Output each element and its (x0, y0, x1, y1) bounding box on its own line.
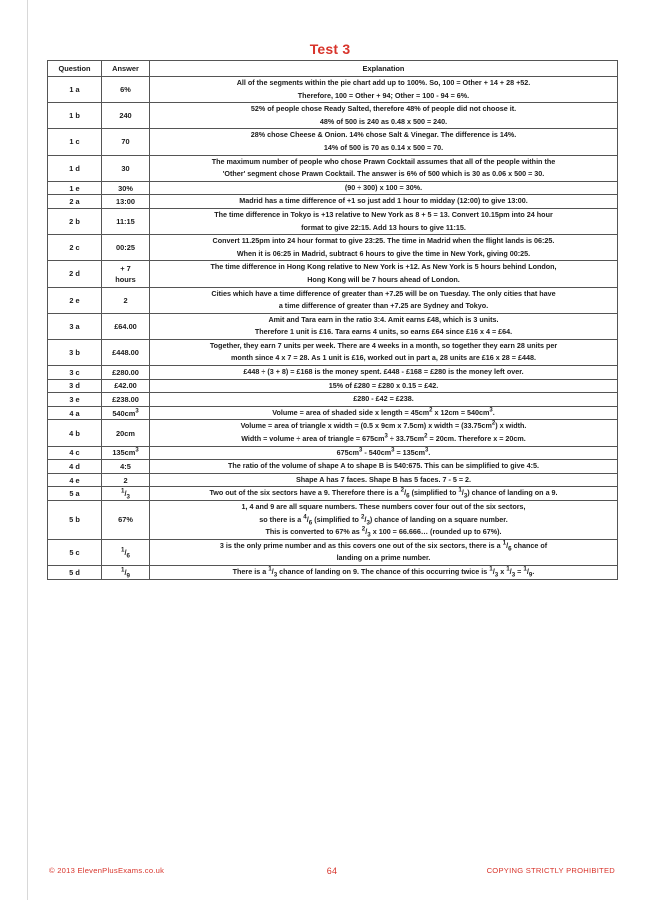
answer-cell: £280.00 (102, 366, 150, 380)
explanation-cell: 52% of people chose Ready Salted, therefore 48% of people did not choose it. 48% of 500 is 240 as 0.48 x 500 = 240. (150, 103, 618, 129)
answer-cell: $540cm^3$ (102, 406, 150, 420)
explanation-cell: Volume = area of shaded side x length = $45cm^2$ x $12cm = 540cm^3$. (150, 406, 618, 420)
question-cell: 4 d (48, 460, 102, 474)
explanation-cell: (90 ÷ 300) x 100 = 30%. (150, 181, 618, 195)
scan-edge-line (27, 0, 28, 900)
table-row (48, 287, 618, 313)
table-row (48, 208, 618, 234)
question-cell: 2 b (48, 208, 102, 234)
question-cell: 5 d (48, 565, 102, 579)
table-row (48, 195, 618, 209)
explanation-cell: The ratio of the volume of shape A to shape B is 540:675. This can be simplified to give 4:5. (150, 460, 618, 474)
table-body (48, 77, 618, 580)
explanation-cell: 1, 4 and 9 are all square numbers. These numbers cover four out of the six sectors, so there is a 4/6 (simplified to 2/3) chance of landing on a square number. This is converted to 67% as 2/3 x 100 = 66.666… (rounded up to 67%). (150, 501, 618, 540)
explanation-cell: £280 - £42 = £238. (150, 393, 618, 407)
question-cell: 4 b (48, 420, 102, 446)
answer-cell: 1/6 (102, 539, 150, 565)
footer-copyright: © 2013 ElevenPlusExams.co.uk (49, 866, 165, 875)
question-cell: 3 b (48, 339, 102, 365)
question-cell: 4 a (48, 406, 102, 420)
question-cell: 1 d (48, 155, 102, 181)
explanation-cell: Convert 11.25pm into 24 hour format to give 23:25. The time in Madrid when the flight lands is 06:25. When it is 06:25 in Madrid, subtract 6 hours to give the time in New York, giving 00:25. (150, 235, 618, 261)
table-header-row (48, 61, 618, 77)
explanation-cell: 15% of £280 = £280 x 0.15 = £42. (150, 379, 618, 393)
answer-cell: 2 (102, 473, 150, 487)
table-row (48, 446, 618, 460)
answer-cell: + 7 hours (102, 261, 150, 287)
answer-cell: 11:15 (102, 208, 150, 234)
answer-cell: 240 (102, 103, 150, 129)
table-row (48, 77, 618, 103)
answers-table-container (47, 60, 617, 580)
question-cell: 5 c (48, 539, 102, 565)
question-cell: 3 a (48, 313, 102, 339)
answer-cell: £238.00 (102, 393, 150, 407)
explanation-cell: £448 ÷ (3 + 8) = £168 is the money spent. £448 - £168 = £280 is the money left over. (150, 366, 618, 380)
table-row (48, 261, 618, 287)
table-row (48, 379, 618, 393)
answer-cell: 13:00 (102, 195, 150, 209)
table-row (48, 406, 618, 420)
question-cell: 1 e (48, 181, 102, 195)
table-row (48, 235, 618, 261)
answer-cell: 2 (102, 287, 150, 313)
footer-page-number: 64 (326, 866, 338, 876)
explanation-cell: Amit and Tara earn in the ratio 3:4. Amit earns £48, which is 3 units. Therefore 1 unit is £16. Tara earns 4 units, so earns £64 since £16 x 4 = £64. (150, 313, 618, 339)
explanation-cell: Together, they earn 7 units per week. There are 4 weeks in a month, so together they earn 28 units per month since 4 x 7 = 28. As 1 unit is £16, worked out in part a, 28 units are £16 x 28 = £448. (150, 339, 618, 365)
answer-cell: 70 (102, 129, 150, 155)
explanation-cell: Shape A has 7 faces. Shape B has 5 faces. 7 - 5 = 2. (150, 473, 618, 487)
table-row (48, 366, 618, 380)
question-cell: 1 b (48, 103, 102, 129)
column-header-answer: Answer (102, 61, 150, 77)
page-footer (47, 866, 617, 880)
table-row (48, 181, 618, 195)
question-cell: 5 b (48, 501, 102, 540)
column-header-question: Question (48, 61, 102, 77)
answer-cell: 4:5 (102, 460, 150, 474)
question-cell: 1 c (48, 129, 102, 155)
column-header-explanation: Explanation (150, 61, 618, 77)
table-row (48, 460, 618, 474)
answer-cell: 20cm (102, 420, 150, 446)
answer-cell: 67% (102, 501, 150, 540)
answer-cell: 30% (102, 181, 150, 195)
table-row (48, 420, 618, 446)
explanation-cell: 28% chose Cheese & Onion. 14% chose Salt & Vinegar. The difference is 14%. 14% of 500 is 70 as 0.14 x 500 = 70. (150, 129, 618, 155)
answer-cell: 00:25 (102, 235, 150, 261)
table-row (48, 565, 618, 579)
question-cell: 2 a (48, 195, 102, 209)
table-row (48, 501, 618, 540)
question-cell: 3 d (48, 379, 102, 393)
question-cell: 4 c (48, 446, 102, 460)
explanation-cell: The maximum number of people who chose Prawn Cocktail assumes that all of the people within the 'Other' segment chose Prawn Cocktail. The answer is 6% of 500 which is 30 as 0.06 x 500 = 30. (150, 155, 618, 181)
explanation-cell: All of the segments within the pie chart add up to 100%. So, 100 = Other + 14 + 28 +52. Therefore, 100 = Other + 94; Other = 100 - 94 = 6%. (150, 77, 618, 103)
answers-table (47, 60, 618, 580)
question-cell: 4 e (48, 473, 102, 487)
table-row (48, 129, 618, 155)
page-title: Test 3 (309, 41, 351, 57)
explanation-cell: Madrid has a time difference of +1 so just add 1 hour to midday (12:00) to give 13:00. (150, 195, 618, 209)
answer-cell: £42.00 (102, 379, 150, 393)
question-cell: 2 d (48, 261, 102, 287)
answer-cell: £448.00 (102, 339, 150, 365)
explanation-cell: 3 is the only prime number and as this covers one out of the six sectors, there is a 1/6 chance of landing on a prime number. (150, 539, 618, 565)
table-row (48, 103, 618, 129)
table-row (48, 155, 618, 181)
table-row (48, 339, 618, 365)
explanation-cell: Volume = area of triangle x width = (0.5 x 9cm x 7.5cm) x width = $(33.75cm^2)$ x width. Width = volume ÷ area of triangle = $675cm^3 \div 33.75cm^2 = 20cm$. Therefore x = 20cm. (150, 420, 618, 446)
explanation-cell: Cities which have a time difference of greater than +7.25 will be on Tuesday. The only cities that have a time difference of greater than +7.25 are Sydney and Tokyo. (150, 287, 618, 313)
answer-cell: 6% (102, 77, 150, 103)
question-cell: 1 a (48, 77, 102, 103)
table-row (48, 487, 618, 501)
question-cell: 5 a (48, 487, 102, 501)
footer-notice: COPYING STRICTLY PROHIBITED (486, 866, 615, 875)
explanation-cell: The time difference in Hong Kong relative to New York is +12. As New York is 5 hours behind London, Hong Kong will be 7 hours ahead of London. (150, 261, 618, 287)
answer-cell: 1/9 (102, 565, 150, 579)
table-row (48, 473, 618, 487)
table-row (48, 393, 618, 407)
question-cell: 3 c (48, 366, 102, 380)
answer-cell: 30 (102, 155, 150, 181)
table-row (48, 539, 618, 565)
explanation-cell: Two out of the six sectors have a 9. Therefore there is a 2/6 (simplified to 1/3) chance of landing on a 9. (150, 487, 618, 501)
explanation-cell: $675cm^3 - 540cm^3 = 135cm^3$. (150, 446, 618, 460)
question-cell: 2 c (48, 235, 102, 261)
table-row (48, 313, 618, 339)
answer-cell: $135cm^3$ (102, 446, 150, 460)
explanation-cell: There is a 1/3 chance of landing on 9. The chance of this occurring twice is 1/3 x 1/3 = 1/9. (150, 565, 618, 579)
explanation-cell: The time difference in Tokyo is +13 relative to New York as 8 + 5 = 13. Convert 10.15pm into 24 hour format to give 22:15. Add 13 hours to give 11:15. (150, 208, 618, 234)
answer-cell: 1/3 (102, 487, 150, 501)
question-cell: 3 e (48, 393, 102, 407)
question-cell: 2 e (48, 287, 102, 313)
answer-cell: £64.00 (102, 313, 150, 339)
